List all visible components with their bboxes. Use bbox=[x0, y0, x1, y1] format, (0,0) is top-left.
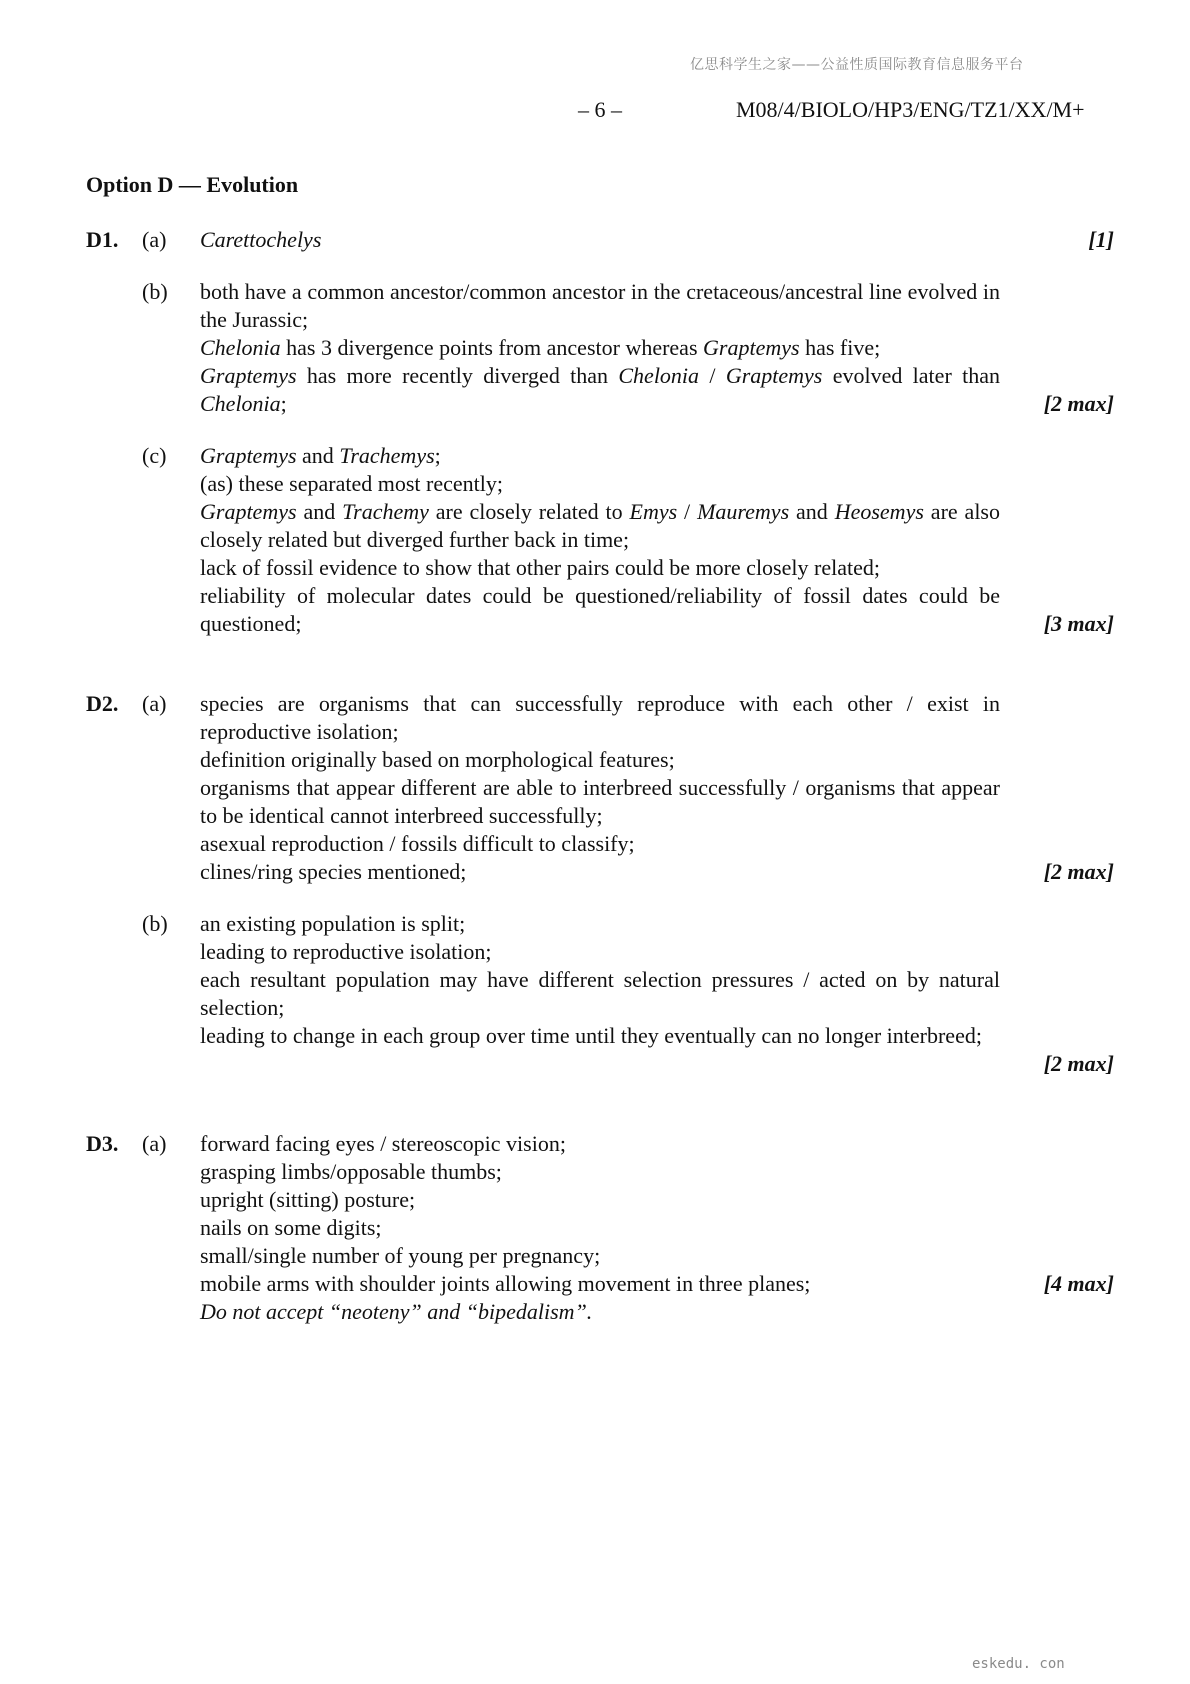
taxon-name: Mauremys bbox=[697, 499, 790, 524]
question-number-d2: D2. bbox=[86, 691, 119, 716]
answer-text: are closely related to bbox=[428, 499, 630, 524]
section-title: Option D — Evolution bbox=[86, 172, 299, 197]
header-watermark: 亿思科学生之家——公益性质国际教育信息服务平台 bbox=[690, 57, 1024, 73]
taxon-name: Graptemys bbox=[703, 335, 800, 360]
answer-line: upright (sitting) posture; bbox=[200, 1187, 416, 1212]
answer-line: asexual reproduction / fossils difficult to classify; bbox=[200, 831, 635, 856]
answer-line: leading to reproductive isolation; bbox=[200, 939, 492, 964]
answer-d3a-lines bbox=[200, 1130, 1000, 1298]
answer-text: and bbox=[296, 443, 340, 468]
taxon-name: Graptemys bbox=[200, 499, 297, 524]
answer-line: definition originally based on morphological features; bbox=[200, 747, 675, 772]
answer-line: species are organisms that can successfully reproduce with each other / exist in reproductive isolation; bbox=[200, 691, 1000, 744]
page-number: – 6 – bbox=[578, 97, 622, 122]
part-label-d1b: (b) bbox=[142, 279, 168, 304]
answer-line: mobile arms with shoulder joints allowing movement in three planes; bbox=[200, 1271, 811, 1296]
mark-d2b: [2 max] bbox=[1043, 1051, 1114, 1076]
part-label-d1a: (a) bbox=[142, 227, 167, 252]
question-number-d1: D1. bbox=[86, 227, 119, 252]
answer-d2a bbox=[200, 690, 1000, 886]
mark-d1a: [1] bbox=[1088, 227, 1114, 252]
taxon-name: Heosemys bbox=[834, 499, 924, 524]
answer-d1a: Carettochelys bbox=[200, 227, 322, 252]
answer-text: / bbox=[677, 499, 698, 524]
answer-d1c bbox=[200, 442, 1000, 638]
answer-text: has more recently diverged than bbox=[296, 363, 619, 388]
answer-line: forward facing eyes / stereoscopic vision; bbox=[200, 1131, 566, 1156]
taxon-name: Graptemys bbox=[200, 443, 297, 468]
footer-watermark: eskedu. con bbox=[972, 1656, 1065, 1672]
answer-line: nails on some digits; bbox=[200, 1215, 382, 1240]
answer-line: both have a common ancestor/common ancestor in the cretaceous/ancestral line evolved in the Jurassic; bbox=[200, 279, 1000, 332]
taxon-name: Chelonia bbox=[618, 363, 700, 388]
answer-text: has 3 divergence points from ancestor whereas bbox=[280, 335, 704, 360]
answer-line: (as) these separated most recently; bbox=[200, 471, 503, 496]
answer-text: and bbox=[296, 499, 343, 524]
taxon-name: Chelonia bbox=[200, 335, 281, 360]
answer-text: and bbox=[789, 499, 835, 524]
part-label-d3a: (a) bbox=[142, 1131, 167, 1156]
answer-text: are also closely related but diverged further back in time; bbox=[200, 499, 1000, 552]
answer-text: ; bbox=[434, 443, 441, 468]
taxon-name: Emys bbox=[629, 499, 678, 524]
answer-line: organisms that appear different are able to interbreed successfully / organisms that appear to be identical cannot interbreed successfully; bbox=[200, 775, 1000, 828]
answer-line bbox=[200, 334, 1000, 362]
answer-line: leading to change in each group over time until they eventually can no longer interbreed; bbox=[200, 1023, 982, 1048]
part-label-d1c: (c) bbox=[142, 443, 167, 468]
mark-d1b: [2 max] bbox=[1043, 391, 1114, 416]
taxon-name: Chelonia bbox=[200, 391, 281, 416]
question-number-d3: D3. bbox=[86, 1131, 119, 1156]
answer-line: small/single number of young per pregnancy; bbox=[200, 1243, 601, 1268]
answer-text: / bbox=[699, 363, 726, 388]
part-label-d2b: (b) bbox=[142, 911, 168, 936]
taxon-name: Graptemys bbox=[200, 363, 297, 388]
mark-d1c: [3 max] bbox=[1043, 611, 1114, 636]
answer-d3a bbox=[200, 1130, 1000, 1326]
answer-d2b bbox=[200, 910, 1000, 1050]
answer-text: evolved later than bbox=[822, 363, 1000, 388]
document-code: M08/4/BIOLO/HP3/ENG/TZ1/XX/M+ bbox=[736, 97, 1085, 122]
answer-line bbox=[200, 442, 1000, 470]
answer-text: has five; bbox=[799, 335, 881, 360]
part-label-d2a: (a) bbox=[142, 691, 167, 716]
answer-d1b bbox=[200, 278, 1000, 418]
taxon-name: Trachemys bbox=[339, 443, 435, 468]
mark-d2a: [2 max] bbox=[1043, 859, 1114, 884]
taxon-name: Trachemy bbox=[342, 499, 429, 524]
answer-line: reliability of molecular dates could be questioned/reliability of fossil dates could be questioned; bbox=[200, 583, 1000, 636]
answer-d3a-note: Do not accept “neoteny” and “bipedalism”. bbox=[200, 1299, 593, 1324]
answer-line: lack of fossil evidence to show that other pairs could be more closely related; bbox=[200, 555, 880, 580]
answer-line bbox=[200, 498, 1000, 554]
answer-line: grasping limbs/opposable thumbs; bbox=[200, 1159, 502, 1184]
answer-line: clines/ring species mentioned; bbox=[200, 859, 467, 884]
answer-line: an existing population is split; bbox=[200, 911, 466, 936]
answer-text: ; bbox=[280, 391, 287, 416]
taxon-name: Graptemys bbox=[725, 363, 823, 388]
mark-d3a: [4 max] bbox=[1043, 1271, 1114, 1296]
answer-line bbox=[200, 362, 1000, 418]
answer-line: each resultant population may have different selection pressures / acted on by natural selection; bbox=[200, 967, 1000, 1020]
